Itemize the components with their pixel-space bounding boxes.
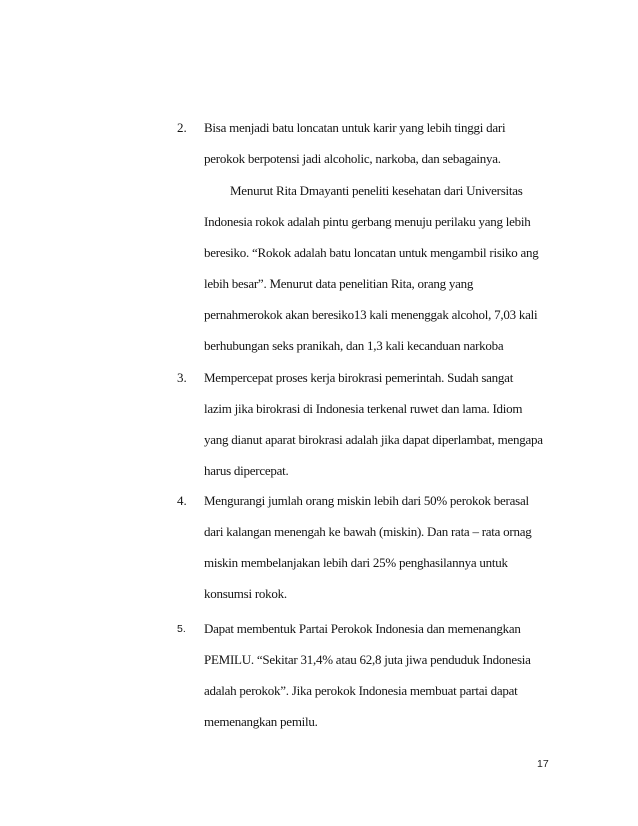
text-line: harus dipercepat. [204,463,289,478]
text-line: lazim jika birokrasi di Indonesia terkenal ruwet dan lama. Idiom [204,401,523,416]
text-line: Mempercepat proses kerja birokrasi pemerintah. Sudah sangat [204,370,514,385]
text-line: memenangkan pemilu. [204,714,318,729]
list-item-text [204,621,554,729]
body-paragraph [204,183,554,353]
text-line: Dapat membentuk Partai Perokok Indonesia dan memenangkan [204,621,521,636]
text-line: PEMILU. “Sekitar 31,4% atau 62,8 juta jiwa penduduk Indonesia [204,652,531,667]
text-line: Indonesia rokok adalah pintu gerbang menuju perilaku yang lebih [204,214,531,229]
text-line: lebih besar”. Menurut data penelitian Rita, orang yang [204,276,474,291]
list-number: 4. [177,493,187,508]
list-number: 3. [177,370,187,385]
page-number: 17 [537,758,549,770]
text-line: Bisa menjadi batu loncatan untuk karir yang lebih tinggi dari [204,120,506,135]
text-line: konsumsi rokok. [204,586,287,601]
text-line: Menurut Rita Dmayanti peneliti kesehatan dari Universitas [230,183,523,198]
list-number: 2. [177,120,187,135]
text-line: dari kalangan menengah ke bawah (miskin). Dan rata – rata ornag [204,524,532,539]
text-line: berhubungan seks pranikah, dan 1,3 kali kecanduan narkoba [204,338,504,353]
text-line: adalah perokok”. Jika perokok Indonesia membuat partai dapat [204,683,518,698]
text-line: miskin membelanjakan lebih dari 25% penghasilannya untuk [204,555,508,570]
text-line: Mengurangi jumlah orang miskin lebih dari 50% perokok berasal [204,493,529,508]
text-line: beresiko. “Rokok adalah batu loncatan untuk mengambil risiko ang [204,245,539,260]
list-item-text [204,493,554,601]
list-item-text [204,120,554,166]
list-number: 5. [177,623,186,635]
list-item-text [204,370,554,478]
text-line: perokok berpotensi jadi alcoholic, narkoba, dan sebagainya. [204,151,501,166]
text-line: pernahmerokok akan beresiko13 kali menenggak alcohol, 7,03 kali [204,307,538,322]
text-line: yang dianut aparat birokrasi adalah jika dapat diperlambat, mengapa [204,432,543,447]
